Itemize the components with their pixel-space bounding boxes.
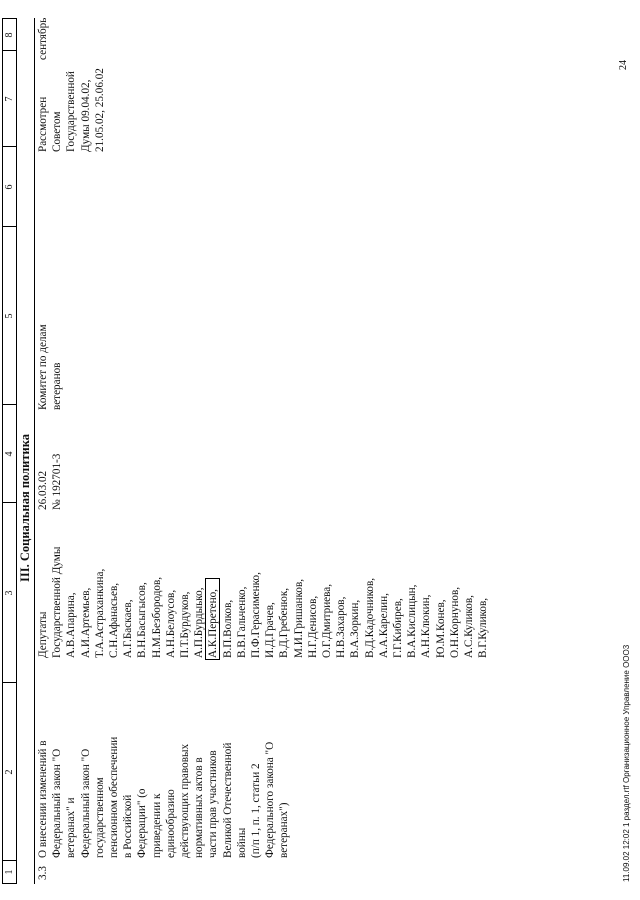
author-line: Н.Г.Денисов, [306, 595, 319, 658]
bill-title-line: части прав участников [207, 750, 220, 858]
bill-title-line: приведении к [150, 793, 163, 858]
author-line: А.А.Карелин, [377, 593, 390, 658]
author-line: В.А.Кислицын, [406, 584, 419, 658]
author-line: О.Г.Дмитриева, [321, 583, 334, 658]
author-line: В.Д.Гребенюк, [278, 587, 291, 658]
col-header-3: 3 [4, 590, 15, 596]
col-header-8: 8 [4, 32, 15, 38]
col-header-1: 1 [4, 869, 15, 875]
registration-number: № 192701-3 [51, 453, 63, 510]
status-line: Советом [51, 111, 64, 152]
author-line: В.А.Зоркин, [349, 599, 362, 658]
col-header-4: 4 [4, 451, 15, 457]
author-line: Н.М.Безбородов, [150, 576, 163, 658]
submission-date: 26.03.02 [37, 470, 49, 510]
bill-title-line: пенсионном обеспечении [108, 736, 121, 858]
author-line: В.Н.Басыгысов, [136, 582, 149, 658]
author-line: П.Ф.Герасименко, [250, 572, 263, 658]
responsible-committee [36, 324, 64, 410]
author-line: И.Д.Грачев, [264, 602, 277, 658]
bill-title-line: (п/п 1, п. 1, статьи 2 [250, 763, 263, 858]
author-line: Н.В.Захаров, [335, 596, 348, 658]
author-line: А.И.Артемьев, [79, 587, 92, 658]
author-line: В.Д.Кадочников, [363, 577, 376, 658]
bill-title-line: Федерального закона "О [264, 741, 277, 858]
author-line: О.Н.Корнунов, [448, 586, 461, 658]
bill-title-line: Федерации" (о [136, 788, 149, 858]
bill-title-line: нормативных актов в [193, 757, 206, 858]
author-line: А.С.Куликов, [463, 595, 476, 658]
author-line: М.И.Гришанков, [292, 578, 305, 658]
author-line: А.Н.Клюкин, [420, 594, 433, 658]
author-line: В.Г.Куликов, [477, 597, 490, 658]
author-line: Государственной Думы [51, 546, 64, 658]
author-line: А.П.Бурдыько, [193, 587, 206, 658]
author-line: А.Н.Белоусов, [164, 589, 177, 658]
col-header-2: 2 [4, 769, 15, 775]
committee-line: ветеранов [51, 362, 64, 410]
author-line: А.К.Перетено, [207, 589, 220, 658]
author-highlight-box [205, 578, 220, 660]
footer-file-info: 11.09.02 12:02 1 раздел.rtf Организационное Управление ООО3 [622, 644, 631, 882]
author-line: С.Н.Афанасьев, [108, 582, 121, 658]
author-line: Г.Г.Кибирев, [392, 598, 405, 658]
col-header-7: 7 [4, 96, 15, 102]
col-header-6: 6 [4, 184, 15, 190]
status-line: 21.05.02, 25.06.02 [93, 68, 106, 152]
author-line: Ю.М.Конев, [434, 599, 447, 658]
bill-title-line: действующих правовых [179, 743, 192, 858]
author-line: А.В.Апарина, [65, 592, 78, 658]
bill-title-line: в Российской [122, 794, 135, 858]
bill-title-line: Великой Отечественной [221, 742, 234, 858]
author-line: Т.А.Астраханкина, [93, 568, 106, 658]
bill-title-line: Федеральный закон "О [51, 748, 64, 858]
status-line: Рассмотрен [37, 96, 49, 152]
section-title: III. Социальная политика [18, 434, 32, 582]
bill-title-line: О внесении изменений в [37, 740, 49, 858]
author-line: П.Т.Бурдуков, [179, 591, 192, 658]
planned-month: сентябрь [37, 17, 49, 60]
bill-title-line: ветеранах") [278, 802, 291, 858]
page-number: 24 [618, 60, 629, 70]
column-number-header [2, 18, 17, 884]
bill-title-line: государственном [93, 777, 106, 858]
bill-title-line: войны [235, 827, 248, 858]
author-line: В.В.Гальченко, [235, 586, 248, 658]
author-line: В.П.Волков, [221, 599, 234, 658]
bill-title-line: ветеранах" и [65, 797, 78, 858]
bill-title [36, 737, 292, 858]
author-line: Депутаты [37, 611, 49, 658]
bill-authors [36, 547, 491, 658]
section-divider [34, 18, 35, 884]
committee-line: Комитет по делам [37, 324, 49, 410]
author-line: А.Г.Баскаев, [122, 599, 135, 658]
status-line: Думы 09.04.02, [79, 79, 92, 152]
bill-title-line: единообразию [164, 789, 177, 858]
bill-title-line: Федеральный закон "О [79, 748, 92, 858]
review-status [36, 68, 107, 152]
status-line: Государственной [65, 71, 78, 152]
col-header-5: 5 [4, 313, 15, 319]
row-number: 3.3 [37, 866, 49, 880]
